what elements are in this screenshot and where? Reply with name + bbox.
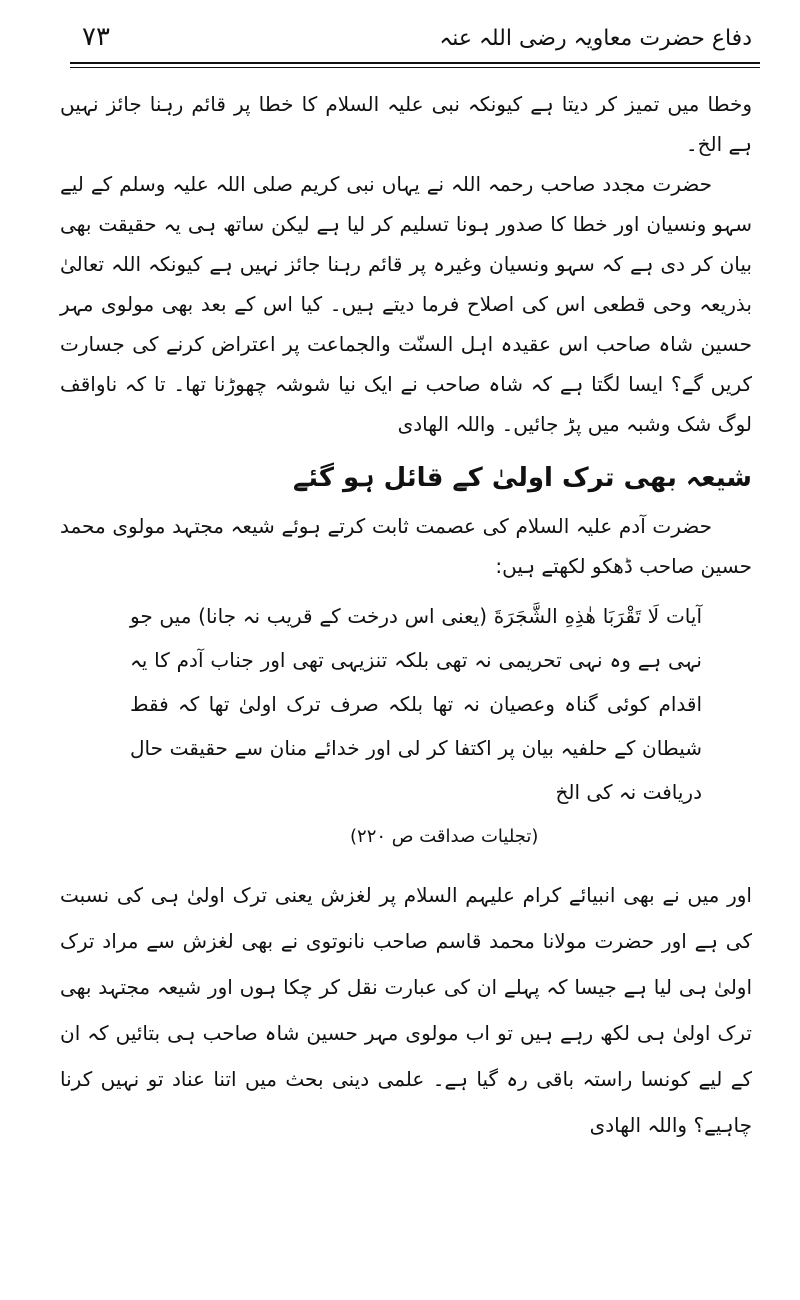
- book-title: دفاع حضرت معاویہ رضی اللہ عنہ: [439, 26, 752, 51]
- section-heading: شیعہ بھی ترک اولیٰ کے قائل ہو گئے: [293, 463, 752, 493]
- page-body: [60, 84, 752, 1148]
- citation-wrap: [60, 820, 752, 854]
- citation: (تجلیات صداقت ص ۲۲۰): [350, 826, 539, 847]
- paragraph-2: حضرت مجدد صاحب رحمہ اللہ نے یہاں نبی کریم صلی اللہ علیہ وسلم کے لیے سہو ونسیان اور خطا کا صدور ہونا تسلیم کر لیا ہے لیکن ساتھ ہی یہ حقیقت بھی بیان کر دی ہے کہ سہو ونسیان وغیرہ پر قائم رہنا جائز نہیں ہے کیونکہ اللہ تعالیٰ بذریعہ وحی قطعی اس کی اصلاح فرما دیتے ہیں۔ کیا اس کے بعد بھی مولوی مہر حسین شاہ صاحب اس عقیدہ اہل السنّت والجماعت پر اعتراض کرنے کی جسارت کریں گے؟ ایسا لگتا ہے کہ شاہ صاحب نے ایک نیا شوشہ چھوڑنا تھا۔ تا کہ ناواقف لوگ شک وشبہ میں پڑ جائیں۔ واللہ الھادی: [60, 172, 752, 436]
- paragraph-1: وخطا میں تمیز کر دیتا ہے کیونکہ نبی علیہ السلام کا خطا پر قائم رہنا جائز نہیں ہے الخ۔: [60, 92, 752, 156]
- header-rule: [70, 62, 760, 64]
- paragraph-3: حضرت آدم علیہ السلام کی عصمت ثابت کرتے ہوئے شیعہ مجتہد مولوی محمد حسین صاحب ڈھکو لکھتے ہیں:: [60, 514, 752, 578]
- header-rule-thin: [70, 67, 760, 68]
- page-number: ۷۳: [82, 22, 110, 52]
- paragraph-4: اور میں نے بھی انبیائے کرام علیہم السلام پر لغزش یعنی ترک اولیٰ ہی کی نسبت کی ہے اور حضرت مولانا محمد قاسم صاحب نانوتوی نے بھی لغزش سے مراد ترک اولیٰ ہی لیا ہے جیسا کہ پہلے ان کی عبارت نقل کر چکا ہوں اور شیعہ مجتہد بھی ترک اولیٰ ہی لکھ رہے ہیں تو اب مولوی مہر حسین شاہ صاحب ہی بتائیں کہ ان کے لیے کونسا راستہ باقی رہ گیا ہے۔ علمی دینی بحث میں اتنا عناد تو نہیں کرنا چاہیے؟ واللہ الھادی: [60, 883, 752, 1137]
- block-quote: آیات لَا تَقْرَبَا هٰذِهِ الشَّجَرَةَ (یعنی اس درخت کے قریب نہ جانا) میں جو نہی ہے وہ نہی تحریمی نہ تھی بلکہ تنزیہی تھی اور جناب آدم کا یہ اقدام کوئی گناہ وعصیان نہ تھا بلکہ صرف ترک اولیٰ تھا کہ فقط شیطان کے حلفیہ بیان پر اکتفا کر لی اور خدائے منان سے حقیقت حال دریافت نہ کی الخ: [130, 604, 702, 804]
- page-header: [70, 18, 760, 62]
